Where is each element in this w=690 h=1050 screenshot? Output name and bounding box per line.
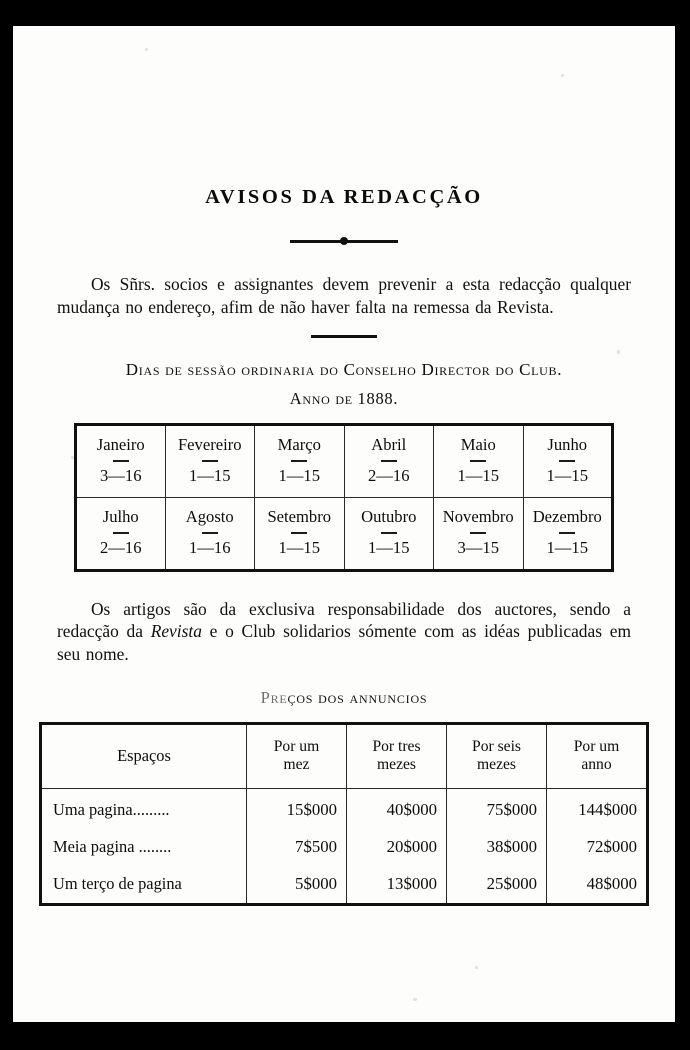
month-days: 1—15 bbox=[278, 537, 320, 557]
month-cell bbox=[255, 497, 345, 570]
header-line-2: mezes bbox=[477, 756, 516, 774]
table-row bbox=[76, 424, 613, 497]
month-name: Junho bbox=[547, 434, 588, 454]
price-six-months: 25$000 bbox=[447, 866, 547, 905]
month-dash-rule bbox=[559, 532, 575, 534]
month-days: 3—15 bbox=[457, 537, 499, 557]
prices-table bbox=[39, 722, 649, 907]
month-cell bbox=[165, 424, 255, 497]
month-days: 2—16 bbox=[368, 465, 410, 485]
price-row-label: Uma pagina......... bbox=[53, 800, 170, 820]
month-name: Janeiro bbox=[96, 434, 145, 454]
month-name: Setembro bbox=[267, 506, 332, 526]
header-line-2: mezes bbox=[377, 756, 416, 774]
price-one-month: 7$500 bbox=[247, 829, 347, 866]
month-days: 1—15 bbox=[278, 465, 320, 485]
column-header-three-months bbox=[347, 723, 447, 789]
scan-speckle bbox=[413, 998, 417, 1001]
month-cell bbox=[165, 497, 255, 570]
scan-speckle bbox=[561, 74, 564, 77]
responsibility-paragraph bbox=[57, 598, 631, 666]
month-dash-rule bbox=[291, 532, 307, 534]
month-days: 1—15 bbox=[546, 537, 588, 557]
month-cell bbox=[434, 497, 524, 570]
page-title: AVISOS DA REDACÇÃO bbox=[205, 186, 483, 208]
price-one-month: 15$000 bbox=[247, 789, 347, 830]
month-days: 1—15 bbox=[368, 537, 410, 557]
sessions-table-wrap bbox=[57, 423, 631, 572]
price-one-year: 48$000 bbox=[547, 866, 648, 905]
scan-speckle bbox=[145, 48, 148, 51]
month-dash-rule bbox=[381, 532, 397, 534]
month-dash-rule bbox=[113, 460, 129, 462]
title-divider-ornament bbox=[290, 235, 398, 247]
price-one-month: 5$000 bbox=[247, 866, 347, 905]
price-one-year: 72$000 bbox=[547, 829, 648, 866]
month-days: 1—16 bbox=[189, 537, 231, 557]
document-content bbox=[13, 186, 675, 906]
month-cell bbox=[523, 497, 613, 570]
month-cell bbox=[76, 424, 166, 497]
month-cell bbox=[76, 497, 166, 570]
month-name: Outubro bbox=[361, 506, 417, 526]
month-dash-rule bbox=[470, 460, 486, 462]
month-name: Março bbox=[277, 434, 321, 454]
month-name: Novembro bbox=[442, 506, 514, 526]
month-days: 1—15 bbox=[546, 465, 588, 485]
price-one-year: 144$000 bbox=[547, 789, 648, 830]
column-header-one-month bbox=[247, 723, 347, 789]
price-six-months: 38$000 bbox=[447, 829, 547, 866]
page-sheet bbox=[13, 26, 675, 1022]
column-header-six-months bbox=[447, 723, 547, 789]
sessions-heading: Dias de sessão ordinaria do Conselho Director do Club. bbox=[125, 359, 563, 379]
price-three-months: 40$000 bbox=[347, 789, 447, 830]
column-header-espacos: Espaços bbox=[41, 723, 247, 789]
month-dash-rule bbox=[291, 460, 307, 462]
month-name: Julho bbox=[102, 506, 139, 526]
month-cell bbox=[344, 497, 434, 570]
month-dash-rule bbox=[470, 532, 486, 534]
month-days: 3—16 bbox=[100, 465, 142, 485]
price-row-label: Um terço de pagina bbox=[53, 874, 182, 894]
price-six-months: 75$000 bbox=[447, 789, 547, 830]
price-row-label: Meia pagina ........ bbox=[53, 837, 172, 857]
month-dash-rule bbox=[113, 532, 129, 534]
header-line-2: anno bbox=[581, 756, 612, 774]
month-dash-rule bbox=[381, 460, 397, 462]
revista-italic: Revista bbox=[150, 621, 202, 642]
table-row bbox=[41, 866, 648, 905]
month-cell bbox=[523, 424, 613, 497]
divider-dot-icon bbox=[340, 237, 348, 245]
header-line-1: Por um bbox=[273, 737, 320, 755]
responsibility-text-part1: Os artigos são da exclusiva responsabilidade dos auctores, sendo a redacção da bbox=[57, 598, 631, 642]
month-name: Abril bbox=[371, 434, 407, 454]
month-cell bbox=[255, 424, 345, 497]
header-line-2: mez bbox=[283, 756, 310, 774]
month-name: Fevereiro bbox=[177, 434, 242, 454]
section-divider bbox=[311, 335, 377, 338]
month-cell bbox=[434, 424, 524, 497]
header-line-1: Por um bbox=[573, 737, 620, 755]
table-row bbox=[41, 789, 648, 830]
table-row bbox=[41, 829, 648, 866]
sessions-calendar-table bbox=[74, 423, 614, 572]
sessions-year-heading: Anno de 1888. bbox=[289, 388, 399, 408]
price-three-months: 13$000 bbox=[347, 866, 447, 905]
notice-paragraph: Os Sñrs. socios e assignantes devem prevenir a esta redacção qualquer mudança no endereço, afim de não haver falta na remessa da Revista. bbox=[57, 274, 631, 317]
header-line-1: Por seis bbox=[472, 737, 521, 755]
prices-heading bbox=[57, 688, 631, 708]
month-dash-rule bbox=[202, 460, 218, 462]
scan-speckle bbox=[475, 966, 478, 969]
prices-table-wrap bbox=[53, 722, 637, 907]
month-name: Dezembro bbox=[532, 506, 602, 526]
month-days: 1—15 bbox=[457, 465, 499, 485]
header-line-1: Por tres bbox=[372, 737, 421, 755]
table-row bbox=[76, 497, 613, 570]
responsibility-text-part2: e o Club solidarios sómente com as idéas publicadas em seu nome. bbox=[57, 621, 631, 664]
month-dash-rule bbox=[559, 460, 575, 462]
prices-heading-faded: Pre bbox=[260, 687, 288, 707]
month-days: 1—15 bbox=[189, 465, 231, 485]
month-name: Maio bbox=[460, 434, 496, 454]
month-name: Agosto bbox=[185, 506, 234, 526]
month-days: 2—16 bbox=[100, 537, 142, 557]
column-header-one-year bbox=[547, 723, 648, 789]
prices-heading-rest: ços dos annuncios bbox=[287, 687, 428, 707]
price-three-months: 20$000 bbox=[347, 829, 447, 866]
table-header-row bbox=[41, 723, 648, 789]
month-cell bbox=[344, 424, 434, 497]
month-dash-rule bbox=[202, 532, 218, 534]
